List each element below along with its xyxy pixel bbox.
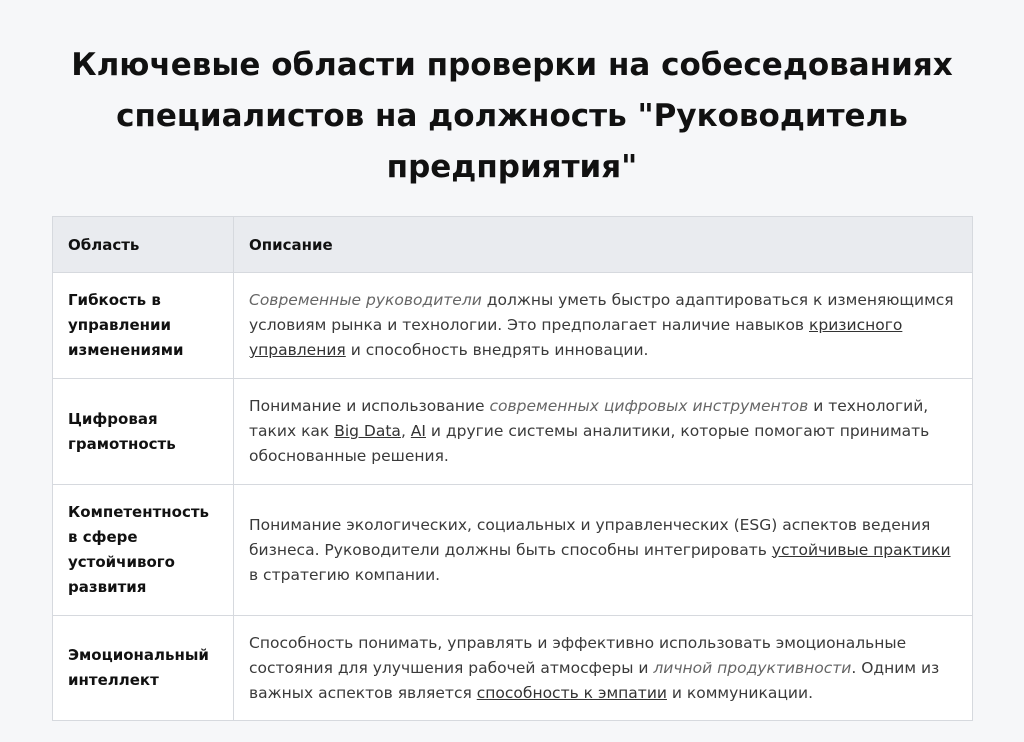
description-text: в стратегию компании. [249, 565, 441, 584]
description-text: , [400, 422, 411, 440]
description-underlined-term: AI [410, 422, 426, 440]
description-italic-text: личной продуктивности [653, 658, 852, 677]
table-header-row [53, 217, 973, 273]
area-cell: Эмоциональный интеллект [53, 616, 234, 721]
description-text: . Одним из важных аспектов является [249, 658, 940, 702]
table-row [53, 485, 973, 616]
description-underlined-term: Big Data [334, 422, 401, 440]
description-italic-text: Современные руководители [249, 291, 482, 309]
page-title: Ключевые области проверки на собеседованиях специалистов на должность "Руководитель предприятия" [71, 47, 953, 185]
description-underlined-term: способность к эмпатии [476, 683, 667, 702]
area-cell: Цифровая грамотность [53, 379, 234, 485]
description-underlined-term: устойчивые практики [771, 540, 951, 559]
description-cell [234, 379, 973, 485]
column-header-area: Область [53, 217, 234, 273]
description-text: должны уметь быстро адаптироваться к изменяющимся условиям рынка и технологии. Это предполагает наличие навыков [249, 291, 954, 334]
areas-table [52, 216, 973, 721]
description-text: Способность понимать, управлять и эффективно использовать эмоциональные состояния для улучшения рабочей атмосферы и [249, 633, 907, 677]
table-row [53, 616, 973, 721]
description-underlined-term: кризисного управления [249, 316, 903, 359]
description-cell [234, 273, 973, 379]
area-cell: Компетентность в сфере устойчивого развития [53, 485, 234, 616]
description-text: и другие системы аналитики, которые помогают принимать обоснованные решения. [249, 422, 930, 465]
area-cell: Гибкость в управлении изменениями [53, 273, 234, 379]
column-header-description: Описание [234, 217, 973, 273]
description-text: и технологий, таких как [249, 397, 929, 440]
table-row [53, 273, 973, 379]
description-text: Понимание экологических, социальных и управленческих (ESG) аспектов ведения бизнеса. Руководители должны быть способны интегрировать [249, 515, 931, 559]
description-cell [234, 616, 973, 721]
description-text: и коммуникации. [666, 683, 813, 702]
description-cell [234, 485, 973, 616]
description-italic-text: современных цифровых инструментов [489, 397, 809, 415]
table-row [53, 379, 973, 485]
description-text: и способность внедрять инновации. [345, 341, 649, 359]
description-text: Понимание и использование [249, 397, 490, 415]
